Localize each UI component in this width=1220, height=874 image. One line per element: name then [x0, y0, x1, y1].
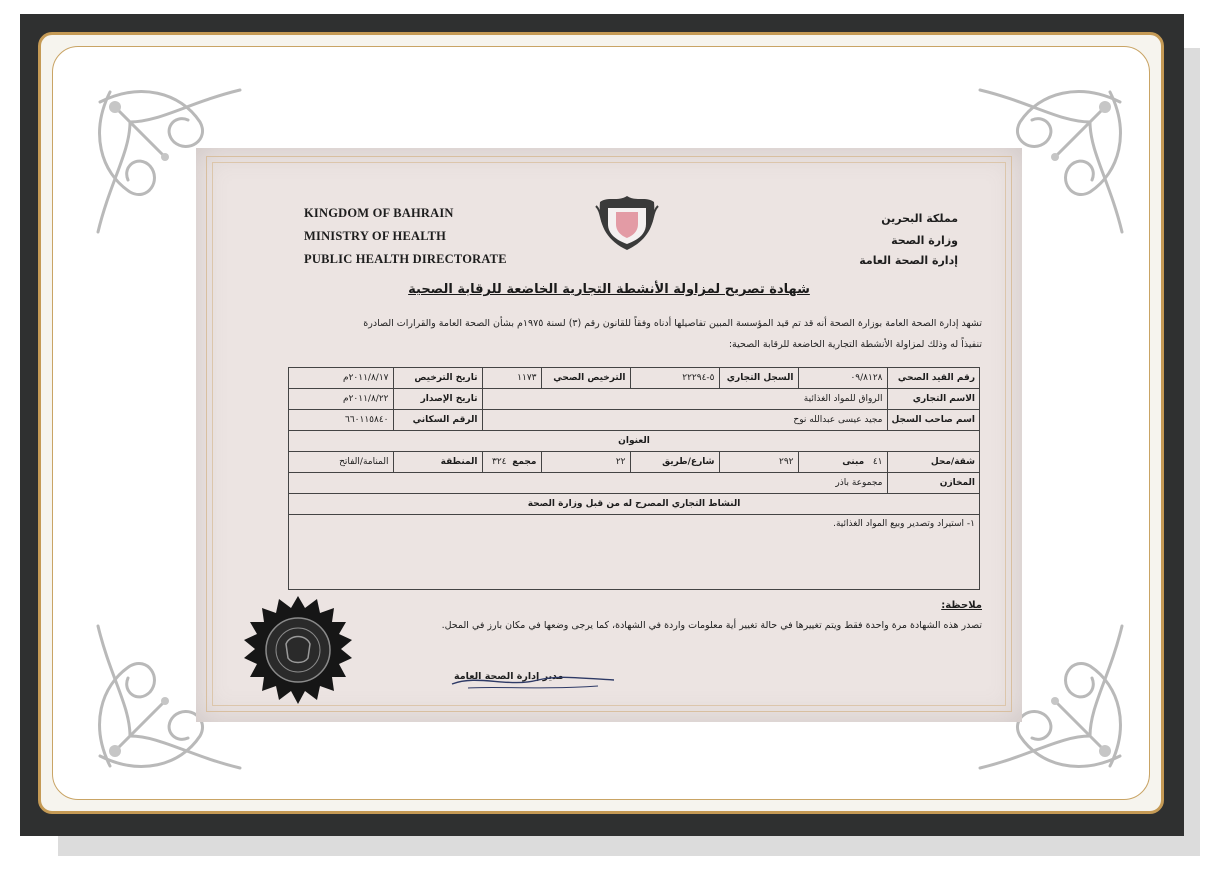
header-ar-ministry: وزارة الصحة [891, 234, 958, 247]
table-row [289, 389, 980, 410]
table-row [289, 431, 980, 452]
road-label: شارع/طريق [630, 452, 719, 473]
trade-name-value: الرواق للمواد الغذائية [482, 389, 887, 410]
area-value: المنامة/الفاتح [289, 452, 394, 473]
intro-line-2: تنفيذاً له وذلك لمزاولة الأنشطة التجارية الخاضعة للرقابة الصحية: [728, 339, 982, 350]
block-value: ٣٢٤ [492, 457, 507, 467]
road-value: ٢٢ [541, 452, 630, 473]
header-en-directorate: PUBLIC HEALTH DIRECTORATE [304, 252, 507, 266]
health-license-label: الترخيص الصحي [541, 368, 630, 389]
certificate-title: شهادة تصريح لمزاولة الأنشطة التجارية الخاضعة للرقابة الصحية [408, 282, 810, 297]
health-record-label: رقم القيد الصحي [887, 368, 980, 389]
table-row [289, 410, 980, 431]
issue-date-value: ٢٠١١/٨/٢٢م [289, 389, 394, 410]
signature-stroke-icon [448, 666, 618, 694]
activity-heading: النشاط التجاري المصرح له من قبل وزارة الصحة [289, 494, 980, 515]
table-row [289, 494, 980, 515]
table-row [289, 452, 980, 473]
signature-title: مدير إدارة الصحة العامة [454, 671, 564, 682]
header-en-kingdom: KINGDOM OF BAHRAIN [304, 206, 454, 220]
trade-name-label: الاسم التجاري [887, 389, 980, 410]
cpr-value: ٦٦٠١١٥٨٤٠ [289, 410, 394, 431]
health-record-value: ٠٩/٨١٢٨ [798, 368, 887, 389]
flat-value: ٤١ [872, 457, 883, 467]
official-seal-icon [242, 594, 354, 706]
address-values [798, 452, 887, 473]
table-row [289, 515, 980, 590]
commercial-record-value: ٥-٢٢٢٩٤ [630, 368, 719, 389]
table-row [289, 473, 980, 494]
area-label: المنطقة [393, 452, 482, 473]
address-heading: العنوان [289, 431, 980, 452]
header-en-ministry: MINISTRY OF HEALTH [304, 229, 447, 243]
note-label: ملاحظة: [941, 600, 982, 611]
certificate-photo [196, 148, 1022, 722]
certificate-table [288, 367, 980, 590]
building-label: مبنى [842, 457, 865, 467]
stores-label: المخازن [887, 473, 980, 494]
activity-item: ١- استيراد وتصدير وبيع المواد الغذائية. [289, 515, 980, 590]
building-value: ٢٩٢ [719, 452, 798, 473]
header-ar-directorate: إدارة الصحة العامة [859, 254, 958, 267]
issue-date-label: تاريخ الإصدار [393, 389, 482, 410]
license-date-value: ٢٠١١/٨/١٧م [289, 368, 394, 389]
owner-value: مجيد عيسى عبدالله نوح [482, 410, 887, 431]
block-cell [482, 452, 541, 473]
intro-line-1: تشهد إدارة الصحة العامة بوزارة الصحة أنه قد تم قيد المؤسسة المبين تفاصيلها أدناه وفقاً للقانون رقم (٣) لسنة ١٩٧٥م بشأن الصحة العامة والقرارات الصادرة [363, 318, 982, 329]
bahrain-emblem-icon [594, 194, 660, 252]
license-date-label: تاريخ الترخيص [393, 368, 482, 389]
block-label: مجمع [512, 457, 537, 467]
owner-label: اسم صاحب السجل [887, 410, 980, 431]
note-text: تصدر هذه الشهادة مرة واحدة فقط ويتم تغييرها في حالة تغيير أية معلومات واردة في الشهادة، كما يرجى وضعها في مكان بارز في المحل. [441, 620, 982, 631]
flat-label: شقة/محل [887, 452, 980, 473]
table-row [289, 368, 980, 389]
cpr-label: الرقم السكاني [393, 410, 482, 431]
health-license-value: ١١٧٣ [482, 368, 541, 389]
commercial-record-label: السجل التجاري [719, 368, 798, 389]
header-ar-kingdom: مملكة البحرين [881, 212, 958, 225]
stores-value: مجموعة باذر [289, 473, 888, 494]
